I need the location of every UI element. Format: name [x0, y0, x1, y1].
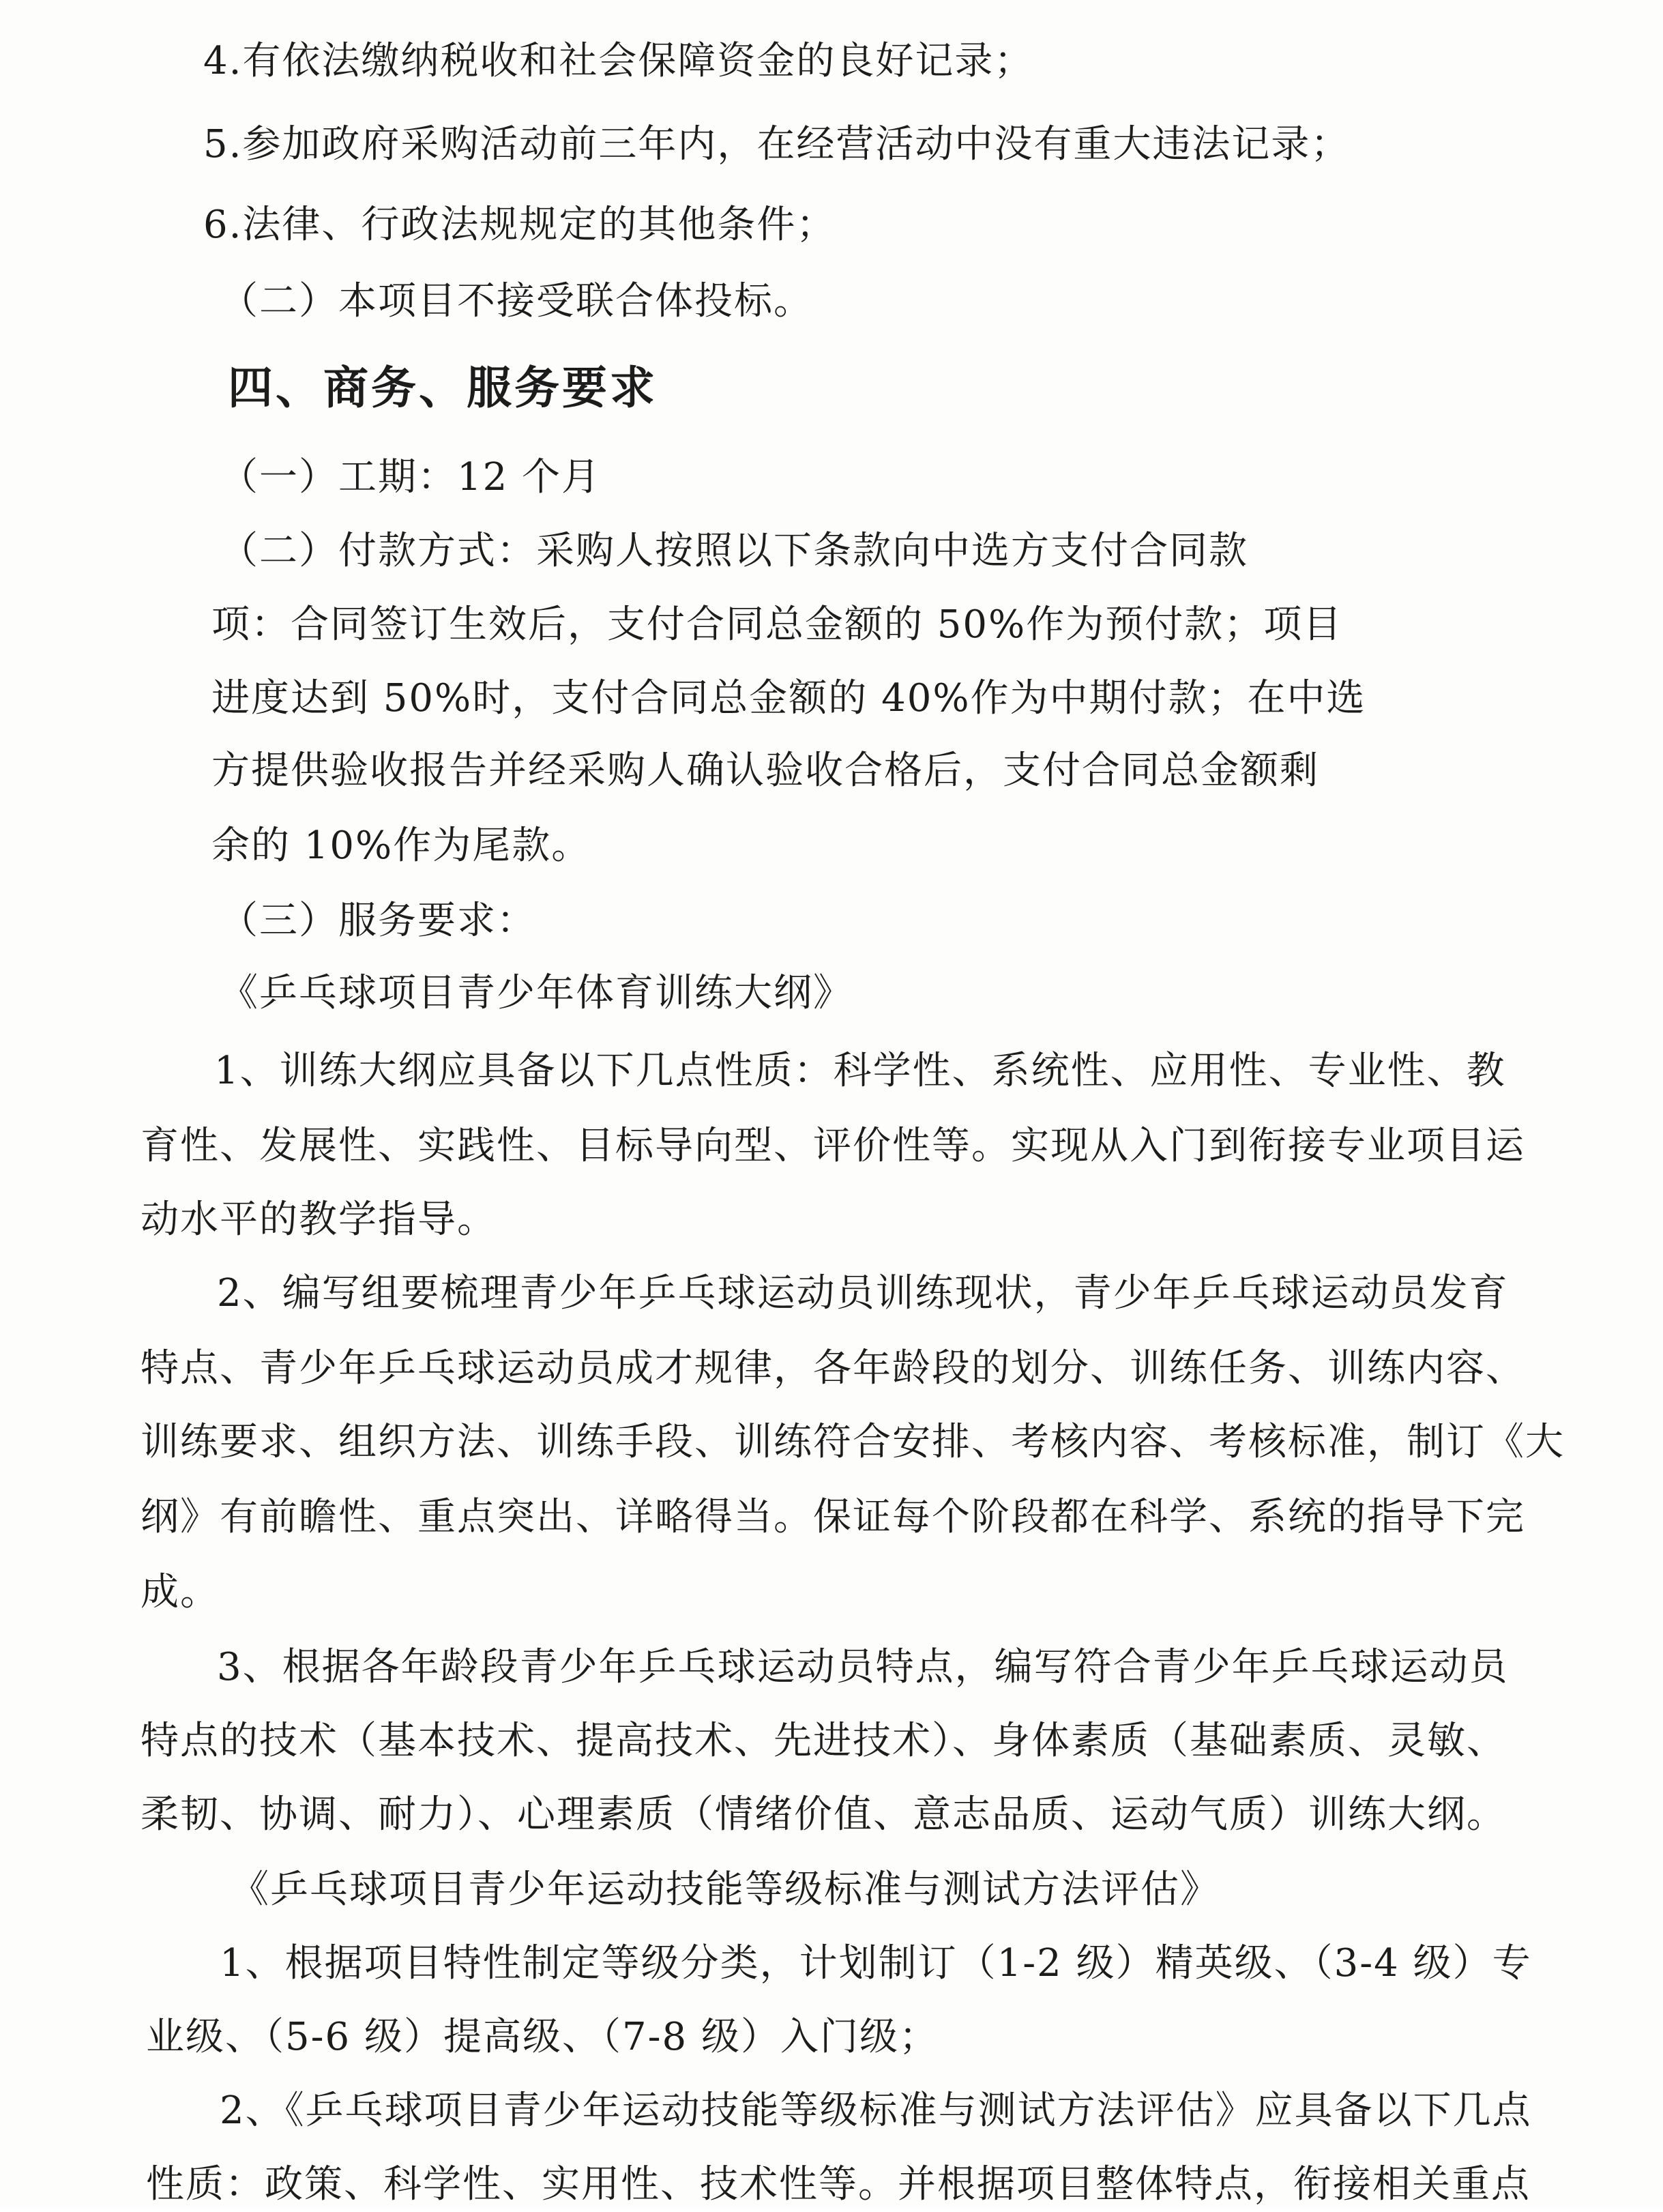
grading-item-2-line-2: 性质：政策、科学性、实用性、技术性等。并根据项目整体特点，衔接相关重点 [146, 2162, 1531, 2207]
outline-item-1-line-2: 育性、发展性、实践性、目标导向型、评价性等。实现从入门到衔接专业项目运 [141, 1124, 1525, 1168]
outline-item-2-line-4: 纲》有前瞻性、重点突出、详略得当。保证每个阶段都在科学、系统的指导下完 [141, 1495, 1525, 1539]
outline-item-3-line-1: 3、根据各年龄段青少年乒乓球运动员特点，编写符合青少年乒乓球运动员 [217, 1645, 1509, 1689]
requirement-item-5: 5.参加政府采购活动前三年内，在经营活动中没有重大违法记录； [203, 122, 1351, 166]
outline-item-1-line-3: 动水平的教学指导。 [141, 1197, 497, 1242]
payment-clause-line-3: 进度达到 50%时，支付合同总金额的 40%作为中期付款；在中选 [211, 676, 1366, 721]
outline-item-2-line-2: 特点、青少年乒乓球运动员成才规律，各年龄段的划分、训练任务、训练内容、 [141, 1346, 1525, 1391]
outline-item-3-line-3: 柔韧、协调、耐力）、心理素质（情绪价值、意志品质、运动气质）训练大纲。 [141, 1792, 1506, 1837]
section-heading-business-service: 四、商务、服务要求 [228, 361, 658, 414]
outline-item-2-line-3: 训练要求、组织方法、训练手段、训练符合安排、考核内容、考核标准，制订《大 [141, 1420, 1565, 1464]
skill-grading-title: 《乒乓球项目青少年运动技能等级标准与测试方法评估》 [231, 1867, 1220, 1912]
training-outline-title: 《乒乓球项目青少年体育训练大纲》 [220, 971, 853, 1015]
outline-item-2-line-1: 2、编写组要梳理青少年乒乓球运动员训练现状，青少年乒乓球运动员发育 [217, 1271, 1509, 1315]
grading-item-1-line-1: 1、根据项目特性制定等级分类，计划制订（1-2 级）精英级、（3-4 级）专 [220, 1941, 1532, 1985]
payment-clause-line-5: 余的 10%作为尾款。 [211, 824, 591, 868]
grading-item-2-line-1: 2、《乒乓球项目青少年运动技能等级标准与测试方法评估》应具备以下几点 [220, 2089, 1532, 2133]
grading-item-1-line-2: 业级、（5-6 级）提高级、（7-8 级）入门级； [146, 2015, 939, 2059]
service-requirements-label: （三）服务要求： [220, 899, 536, 943]
payment-clause-line-2: 项：合同签订生效后，支付合同总金额的 50%作为预付款；项目 [211, 602, 1343, 647]
payment-clause-line-1: （二）付款方式：采购人按照以下条款向中选方支付合同款 [220, 529, 1248, 573]
payment-clause-line-4: 方提供验收报告并经采购人确认验收合格后，支付合同总金额剩 [211, 748, 1319, 793]
no-consortium-clause: （二）本项目不接受联合体投标。 [220, 279, 813, 323]
outline-item-3-line-2: 特点的技术（基本技术、提高技术、先进技术）、身体素质（基础素质、灵敏、 [141, 1719, 1506, 1763]
outline-item-2-line-5: 成。 [141, 1570, 220, 1614]
requirement-item-4: 4.有依法缴纳税收和社会保障资金的良好记录； [203, 39, 1034, 83]
requirement-item-6: 6.法律、行政法规规定的其他条件； [203, 203, 836, 247]
outline-item-1-line-1: 1、训练大纲应具备以下几点性质：科学性、系统性、应用性、专业性、教 [214, 1049, 1506, 1093]
duration-clause: （一）工期：12 个月 [220, 455, 602, 499]
